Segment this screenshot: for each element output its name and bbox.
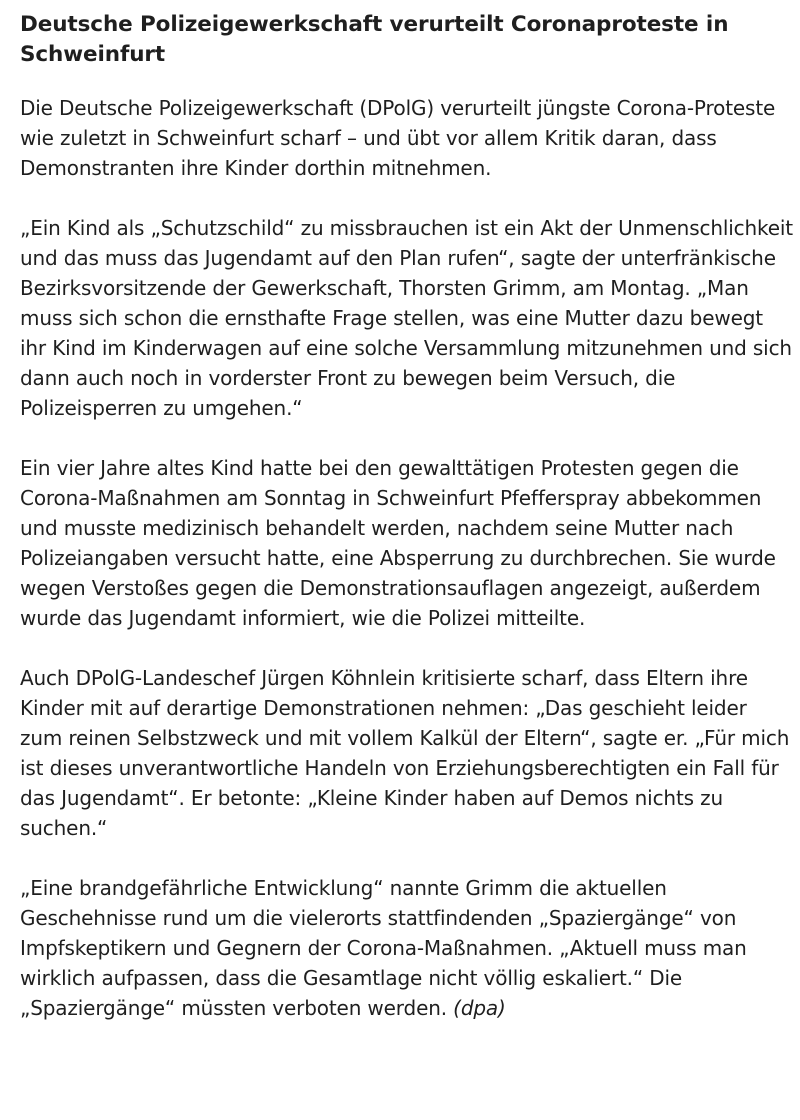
article-paragraph-5-text: „Eine brandgefährliche Entwicklung“ nannte Grimm die aktuellen Geschehnisse rund um die vielerorts stattfindenden „Spaziergänge“ von Impfskeptikern und Gegnern der Corona-Maßnahmen. „Aktuell muss man wirklich aufpassen, dass die Gesamtlage nicht völlig eskaliert.“ Die „Spaziergänge“ müssten verboten werden.	[20, 876, 747, 1020]
article-paragraph-2: „Ein Kind als „Schutzschild“ zu missbrauchen ist ein Akt der Unmenschlichkeit und das muss das Jugendamt auf den Plan rufen“, sagte der unterfränkische Bezirksvorsitzende der Gewerkschaft, Thorsten Grimm, am Montag. „Man muss sich schon die ernsthafte Frage stellen, was eine Mutter dazu bewegt ihr Kind im Kinderwagen auf eine solche Versammlung mitzunehmen und sich dann auch noch in vorderster Front zu bewegen beim Versuch, die Polizeisperren zu umgehen.“	[20, 216, 794, 420]
article-paragraph-4: Auch DPolG-Landeschef Jürgen Köhnlein kritisierte scharf, dass Eltern ihre Kinder mit auf derartige Demonstrationen nehmen: „Das geschieht leider zum reinen Selbstzweck und mit vollem Kalkül der Eltern“, sagte er. „Für mich ist dieses unverantwortliche Handeln von Erziehungsberechtigten ein Fall für das Jugendamt“. Er betonte: „Kleine Kinder haben auf Demos nichts zu suchen.“	[20, 666, 790, 840]
source-attribution: (dpa)	[453, 996, 506, 1020]
article-paragraph-3: Ein vier Jahre altes Kind hatte bei den gewalttätigen Protesten gegen die Corona-Maßnahmen am Sonntag in Schweinfurt Pfefferspray abbekommen und musste medizinisch behandelt werden, nachdem seine Mutter nach Polizeiangaben versucht hatte, eine Absperrung zu durchbrechen. Sie wurde wegen Verstoßes gegen die Demonstrationsauflagen angezeigt, außerdem wurde das Jugendamt informiert, wie die Polizei mitteilte.	[20, 456, 776, 630]
article-headline: Deutsche Polizeigewerkschaft verurteilt Coronaproteste in Schweinfurt	[20, 12, 729, 67]
article-paragraph-1: Die Deutsche Polizeigewerkschaft (DPolG) verurteilt jüngste Corona-Proteste wie zuletzt in Schweinfurt scharf – und übt vor allem Kritik daran, dass Demonstranten ihre Kinder dorthin mitnehmen.	[20, 96, 776, 180]
article-paragraph-5	[20, 873, 794, 1023]
